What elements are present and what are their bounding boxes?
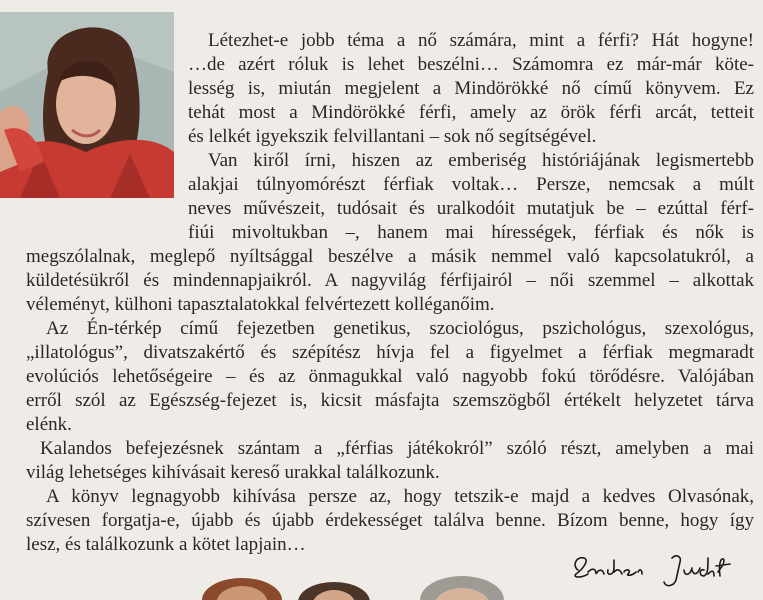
text-line: és lelkét igyekszik felvillantani – sok nő segítségével.: [188, 126, 597, 147]
text-line: erről szól az Egészség-fejezet is, kicsit másfajta szemszögből értékelt helyzetet tárva: [26, 390, 754, 411]
text-line: tehát most a Mindörökké férfi, amely az örök férfi arcát, tetteit: [188, 102, 754, 123]
author-signature: [568, 548, 746, 592]
text-line: Van kiről írni, hiszen az emberiség históriájának legismertebb: [208, 150, 754, 171]
text-line: megszólalnak, meglepő nyíltsággal beszélve a másik nemmel való kapcsolatukról, a: [26, 246, 754, 267]
foreword-text: [0, 14, 763, 574]
text-line: A könyv legnagyobb kihívása persze az, hogy tetszik-e majd a kedves Olvasónak,: [46, 486, 754, 507]
portrait-photos-strip: [150, 566, 550, 600]
text-line: Létezhet-e jobb téma a nő számára, mint a férfi? Hát hogyne!: [208, 30, 754, 51]
text-line: lesz, és találkozunk a kötet lapjain…: [26, 534, 306, 555]
text-line: véleményt, külhoni tapasztalatokkal felvértezett kolléganőim.: [26, 294, 495, 315]
text-line: szívesen forgatja-e, újabb és újabb érdekességet találva benne. Bízom benne, hogy így: [26, 510, 754, 531]
text-line: fiúi mivoltukban –, hanem mai hírességek, férfiak és nők is: [188, 222, 754, 243]
text-line: evolúciós lehetőségeire – és az önmagukkal való nagyobb fokú törődésre. Valójában: [26, 366, 754, 387]
text-line: alakjai túlnyomórészt férfiak voltak… Persze, nemcsak a múlt: [188, 174, 754, 195]
text-line: világ lehetséges kihívásait kereső urakkal találkozunk.: [26, 462, 440, 483]
text-line: lesség is, miután megjelent a Mindörökké nő című könyvem. Ez: [188, 78, 754, 99]
text-line: Kalandos befejezésnek szántam a „férfias játékokról” szóló részt, amelyben a mai: [40, 438, 754, 459]
text-line: küldetésükről és mindennapjaikról. A nagyvilág férfijairól – női szemmel – alkottak: [26, 270, 754, 291]
text-line: elénk.: [26, 414, 72, 435]
text-line: „illatológus”, divatszakértő és szépítész hívja fel a figyelmet a férfiak megmaradt: [26, 342, 754, 363]
text-line: neves művészeit, tudósait és uralkodóit mutatjuk be – ezúttal férf-: [188, 198, 754, 219]
text-line: …de azért róluk is lehet beszélni… Számomra ez már-már köte-: [188, 54, 754, 75]
text-line: Az Én-térkép című fejezetben genetikus, szociológus, pszichológus, szexológus,: [46, 318, 754, 339]
